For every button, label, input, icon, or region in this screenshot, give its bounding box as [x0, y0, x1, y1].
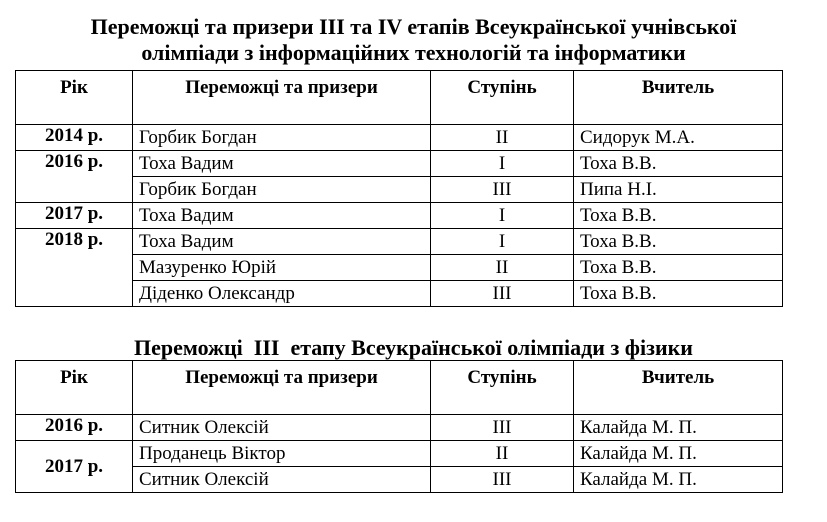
table-row: [16, 125, 783, 151]
table-header-row: [16, 361, 783, 415]
degree-cell: І: [431, 203, 574, 229]
year-cell: 2017 р.: [16, 203, 133, 229]
teacher-cell: Калайда М. П.: [574, 467, 783, 493]
header-teacher: Вчитель: [574, 361, 783, 415]
teacher-cell: Сидорук М.А.: [574, 125, 783, 151]
winner-name-cell: Діденко Олександр: [133, 281, 431, 307]
teacher-cell: Тоха В.В.: [574, 229, 783, 255]
physics-olympiad-heading: Переможці ІІІ етапу Всеукраїнської олімпіади з фізики: [134, 335, 693, 360]
degree-cell: ІІІ: [431, 281, 574, 307]
winner-name-cell: Горбик Богдан: [133, 125, 431, 151]
table-header-row: [16, 71, 783, 125]
winner-name-cell: Тоха Вадим: [133, 203, 431, 229]
degree-cell: ІІІ: [431, 415, 574, 441]
it-olympiad-heading-line2: олімпіади з інформаційних технологій та інформатики: [141, 40, 686, 65]
teacher-cell: Тоха В.В.: [574, 151, 783, 177]
table-row: [16, 151, 783, 177]
degree-cell: ІІІ: [431, 177, 574, 203]
physics-olympiad-table: [15, 360, 783, 493]
header-degree: Ступінь: [431, 361, 574, 415]
table-row: [16, 415, 783, 441]
winner-name-cell: Проданець Віктор: [133, 441, 431, 467]
table-row: [16, 229, 783, 255]
year-cell: 2017 р.: [16, 441, 133, 493]
winner-name-cell: Ситник Олексій: [133, 415, 431, 441]
teacher-cell: Калайда М. П.: [574, 415, 783, 441]
winner-name-cell: Ситник Олексій: [133, 467, 431, 493]
winner-name-cell: Тоха Вадим: [133, 151, 431, 177]
table-row: [16, 441, 783, 467]
year-cell: 2014 р.: [16, 125, 133, 151]
header-winners: Переможці та призери: [133, 361, 431, 415]
degree-cell: ІІ: [431, 441, 574, 467]
degree-cell: ІІ: [431, 125, 574, 151]
degree-cell: ІІ: [431, 255, 574, 281]
winner-name-cell: Тоха Вадим: [133, 229, 431, 255]
year-cell: 2018 р.: [16, 229, 133, 307]
degree-cell: І: [431, 151, 574, 177]
teacher-cell: Тоха В.В.: [574, 281, 783, 307]
header-year: Рік: [16, 361, 133, 415]
header-winners: Переможці та призери: [133, 71, 431, 125]
year-cell: 2016 р.: [16, 151, 133, 203]
degree-cell: І: [431, 229, 574, 255]
table-row: [16, 203, 783, 229]
it-olympiad-heading: [0, 14, 827, 66]
teacher-cell: Пипа Н.І.: [574, 177, 783, 203]
it-olympiad-table: [15, 70, 783, 307]
it-olympiad-heading-line1: Переможці та призери ІІІ та IV етапів Всеукраїнської учнівської: [90, 14, 737, 39]
teacher-cell: Калайда М. П.: [574, 441, 783, 467]
header-year: Рік: [16, 71, 133, 125]
teacher-cell: Тоха В.В.: [574, 255, 783, 281]
year-cell: 2016 р.: [16, 415, 133, 441]
winner-name-cell: Мазуренко Юрій: [133, 255, 431, 281]
header-degree: Ступінь: [431, 71, 574, 125]
teacher-cell: Тоха В.В.: [574, 203, 783, 229]
header-teacher: Вчитель: [574, 71, 783, 125]
winner-name-cell: Горбик Богдан: [133, 177, 431, 203]
degree-cell: ІІІ: [431, 467, 574, 493]
